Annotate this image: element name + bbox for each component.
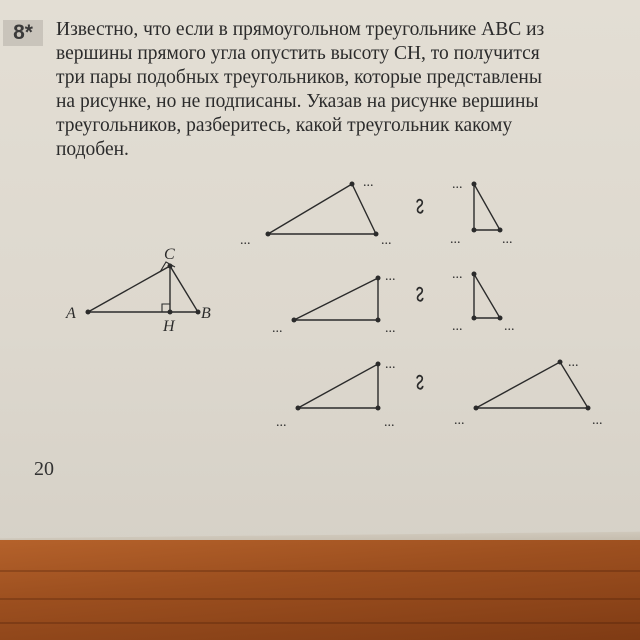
triangle-2-right	[474, 274, 500, 318]
triangle-1-left	[268, 184, 376, 234]
wooden-table	[0, 540, 640, 640]
main-triangle	[88, 262, 198, 312]
vertex-placeholder: ...	[592, 413, 603, 428]
vertex-placeholder: ...	[504, 319, 515, 334]
similarity-sign: ∾	[408, 197, 433, 216]
triangle-1-right	[474, 184, 500, 230]
vertex-placeholder: ...	[240, 233, 251, 248]
label-a: A	[66, 305, 76, 322]
vertex-placeholder: ...	[452, 177, 463, 192]
label-c: C	[164, 246, 175, 263]
vertex-placeholder: ...	[276, 415, 287, 430]
label-h: H	[163, 318, 175, 335]
task-line: на рисунке, но не подписаны. Указав на рисунке вершины	[56, 91, 539, 112]
similarity-sign: ∾	[408, 285, 433, 304]
task-line: три пары подобных треугольников, которые представлены	[56, 67, 542, 88]
task-line: подобен.	[56, 139, 129, 160]
vertex-placeholder: ...	[363, 175, 374, 190]
vertex-placeholder: ...	[385, 269, 396, 284]
triangle-3-left	[298, 364, 378, 408]
vertex-placeholder: ...	[381, 233, 392, 248]
vertex-placeholder: ...	[385, 321, 396, 336]
task-line: треугольников, разберитесь, какой треугольник какому	[56, 115, 513, 136]
vertex-placeholder: ...	[450, 232, 461, 247]
similarity-sign: ∾	[408, 373, 433, 392]
vertex-placeholder: ...	[452, 267, 463, 282]
vertex-placeholder: ...	[384, 415, 395, 430]
vertex-placeholder: ...	[385, 357, 396, 372]
task-line: вершины прямого угла опустить высоту CH, то получится	[56, 43, 540, 64]
triangle-2-left	[294, 278, 378, 320]
task-line: Известно, что если в прямоугольном треугольнике ABC из	[56, 19, 545, 40]
vertex-placeholder: ...	[452, 319, 463, 334]
vertex-placeholder: ...	[454, 413, 465, 428]
task-number: 8*	[13, 21, 33, 44]
vertex-placeholder: ...	[502, 232, 513, 247]
vertex-points	[86, 182, 591, 411]
page-number: 20	[34, 458, 54, 480]
vertex-placeholder: ...	[272, 321, 283, 336]
vertex-placeholder: ...	[568, 355, 579, 370]
label-b: B	[201, 305, 211, 322]
